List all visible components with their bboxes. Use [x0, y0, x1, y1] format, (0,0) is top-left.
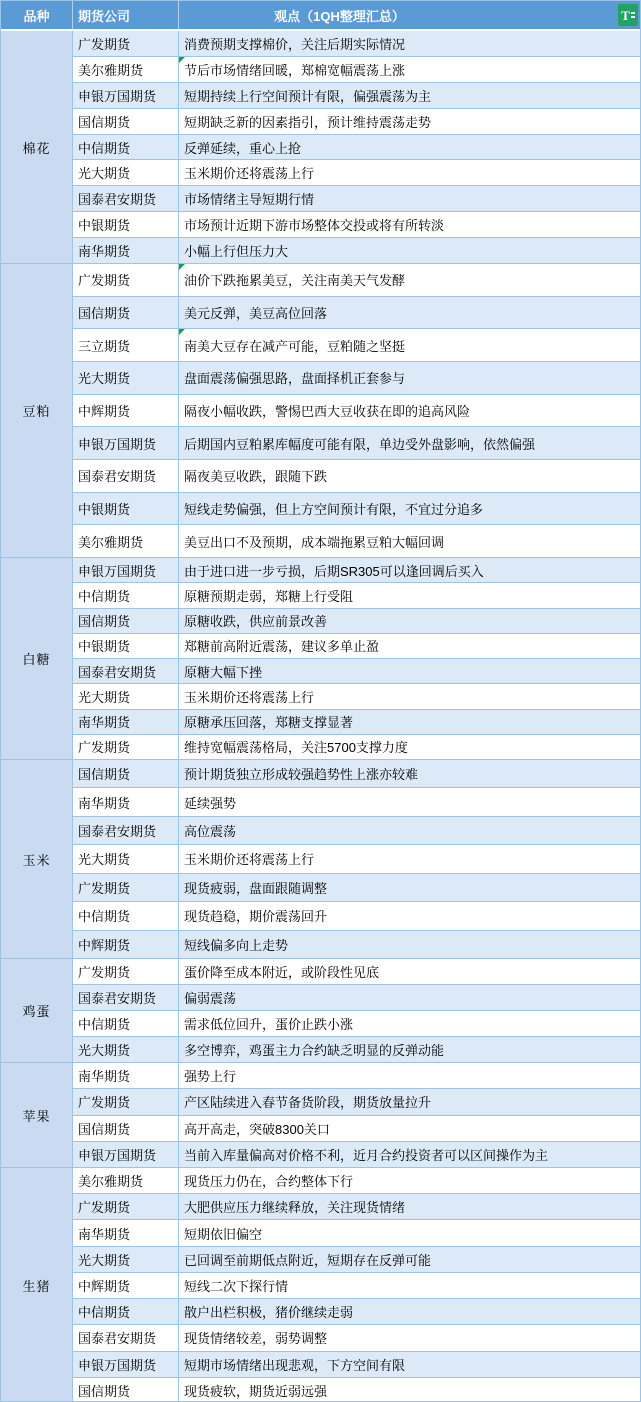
view-cell[interactable]: 消费预期支撑棉价，关注后期实际情况: [184, 36, 406, 52]
company-cell[interactable]: 中信期货: [73, 1299, 179, 1324]
view-cell[interactable]: 当前入库量偏高对价格不利，近月合约投资者可以区间操作为主: [184, 1147, 549, 1163]
section-rows: [73, 558, 640, 759]
table-row: [73, 83, 640, 109]
company-cell[interactable]: 南华期货: [73, 1220, 179, 1245]
variety-cell[interactable]: 豆粕: [1, 264, 73, 557]
view-cell[interactable]: 原糖预期走弱，郑糖上行受阻: [184, 588, 354, 604]
view-cell[interactable]: 盘面震荡偏强思路，盘面择机正套参与: [184, 371, 406, 387]
view-cell[interactable]: 短线二次下探行情: [184, 1278, 289, 1294]
table-row: [73, 1299, 640, 1325]
view-cell[interactable]: 高位震荡: [184, 824, 237, 840]
table-row: [73, 902, 640, 930]
view-cell[interactable]: 现货疲弱，盘面跟随调整: [184, 880, 328, 896]
table-row: [73, 1194, 640, 1220]
company-cell[interactable]: 三立期货: [73, 329, 179, 361]
company-cell[interactable]: 光大期货: [73, 1037, 179, 1062]
table-row: [73, 329, 640, 362]
company-cell[interactable]: 中信期货: [73, 902, 179, 929]
table-row: [73, 109, 640, 135]
company-cell[interactable]: 中银期货: [73, 212, 179, 237]
view-cell[interactable]: 市场预计近期下游市场整体交投或将有所转淡: [184, 218, 445, 234]
view-cell[interactable]: 偏弱震荡: [184, 991, 237, 1006]
section-rows: [73, 31, 640, 263]
view-cell[interactable]: 产区陆续进入春节备货阶段，期货放量拉升: [184, 1095, 432, 1111]
table-row: [73, 212, 640, 238]
view-cell[interactable]: 玉米期价还将震荡上行: [184, 689, 315, 705]
company-cell[interactable]: 国泰君安期货: [73, 1325, 179, 1350]
view-cell[interactable]: 现货压力仍在，合约整体下行: [184, 1174, 354, 1190]
table-row: [73, 735, 640, 759]
view-cell[interactable]: 短期依旧偏空: [184, 1226, 263, 1242]
company-cell[interactable]: 国信期货: [73, 297, 179, 329]
table-row: [73, 558, 640, 583]
green-corner-note-triangle-icon: [179, 57, 185, 63]
table-row: [73, 845, 640, 873]
table-row: [73, 931, 640, 958]
table-row: [73, 395, 640, 428]
company-cell[interactable]: 国信期货: [73, 1378, 179, 1402]
company-cell[interactable]: 国泰君安期货: [73, 460, 179, 492]
commodity-section: [1, 31, 640, 264]
company-cell[interactable]: 国信期货: [73, 609, 179, 633]
company-cell[interactable]: 中辉期货: [73, 1273, 179, 1298]
view-cell[interactable]: 预计期货独立形成较强趋势性上涨亦较难: [184, 767, 419, 783]
company-cell[interactable]: 光大期货: [73, 845, 179, 872]
table-row: [73, 609, 640, 634]
company-cell[interactable]: 广发期货: [73, 959, 179, 984]
company-cell[interactable]: 中辉期货: [73, 931, 179, 958]
table-row: [73, 493, 640, 526]
variety-cell[interactable]: 鸡蛋: [1, 959, 73, 1062]
table-row: [73, 1037, 640, 1062]
commodity-section: [1, 558, 640, 760]
header-cell-company[interactable]: 期货公司: [73, 1, 179, 29]
company-cell[interactable]: 中信期货: [73, 1011, 179, 1036]
company-cell[interactable]: 国泰君安期货: [73, 985, 179, 1010]
company-cell[interactable]: 广发期货: [73, 31, 179, 56]
table-row: [73, 959, 640, 985]
company-cell[interactable]: 广发期货: [73, 735, 179, 759]
table-row: [73, 788, 640, 816]
table-row: [73, 525, 640, 557]
commodity-section: [1, 1168, 640, 1402]
table-row: [73, 583, 640, 608]
section-rows: [73, 1168, 640, 1402]
view-cell[interactable]: 美元反弹，美豆高位回落: [184, 306, 328, 321]
view-cell[interactable]: 蛋价降至成本附近，或阶段性见底: [184, 965, 380, 980]
table-row: [73, 186, 640, 212]
table-row: [73, 684, 640, 709]
table-row: [73, 297, 640, 330]
header-cell-variety[interactable]: 品种: [1, 1, 73, 29]
view-cell[interactable]: 高开高走，突破8300关口: [184, 1121, 330, 1137]
company-cell[interactable]: 光大期货: [73, 1247, 179, 1272]
variety-cell[interactable]: 苹果: [1, 1063, 73, 1167]
green-square-T-logo-icon: [618, 4, 638, 26]
table-row: [73, 1089, 640, 1115]
company-cell[interactable]: 申银万国期货: [73, 1352, 179, 1377]
view-cell[interactable]: 原糖大幅下挫: [184, 664, 263, 680]
company-cell[interactable]: 申银万国期货: [73, 83, 179, 108]
company-cell[interactable]: 广发期货: [73, 264, 179, 296]
table-row: [73, 1011, 640, 1037]
table-row: [73, 238, 640, 263]
view-cell[interactable]: 市场情绪主导短期行情: [184, 192, 315, 208]
view-cell[interactable]: 短期市场情绪出现悲观，下方空间有限: [184, 1357, 406, 1373]
company-cell[interactable]: 广发期货: [73, 1089, 179, 1114]
view-cell[interactable]: 油价下跌拖累美豆，关注南美天气发酵: [179, 264, 640, 296]
table-row: [73, 57, 640, 83]
table-row: [73, 1352, 640, 1378]
view-cell[interactable]: 节后市场情绪回暖，郑棉宽幅震荡上涨: [179, 57, 640, 82]
company-cell[interactable]: 申银万国期货: [73, 1142, 179, 1167]
commodity-section: [1, 1063, 640, 1168]
table-body: [1, 31, 640, 1402]
table-header-row: [1, 1, 640, 31]
green-corner-note-triangle-icon: [179, 264, 185, 270]
company-cell[interactable]: 广发期货: [73, 874, 179, 901]
view-cell[interactable]: 由于进口进一步亏损，后期SR305可以逢回调后买入: [184, 563, 484, 579]
commodity-section: [1, 760, 640, 959]
green-corner-note-triangle-icon: [179, 329, 185, 335]
table-row: [73, 710, 640, 735]
watermark-letter: T: [621, 7, 630, 23]
view-cell[interactable]: 小幅上行但压力大: [184, 244, 289, 260]
view-cell[interactable]: 短线偏多向上走势: [184, 937, 289, 953]
variety-cell[interactable]: 玉米: [1, 760, 73, 958]
variety-cell[interactable]: 棉花: [1, 31, 73, 263]
company-cell[interactable]: 国信期货: [73, 760, 179, 787]
view-cell[interactable]: 后期国内豆粕累库幅度可能有限，单边受外盘影响，依然偏强: [184, 436, 536, 452]
company-cell[interactable]: 南华期货: [73, 238, 179, 263]
company-cell[interactable]: 光大期货: [73, 160, 179, 185]
table-row: [73, 985, 640, 1011]
commodity-section: [1, 264, 640, 558]
company-cell[interactable]: 中信期货: [73, 583, 179, 607]
table-row: [73, 135, 640, 161]
view-cell[interactable]: 维持宽幅震荡格局，关注5700支撑力度: [184, 740, 408, 756]
view-cell[interactable]: 郑糖前高附近震荡，建议多单止盈: [184, 639, 380, 655]
table-row: [73, 760, 640, 788]
table-row: [73, 874, 640, 902]
view-cell[interactable]: 短期缺乏新的因素指引，预计维持震荡走势: [184, 114, 432, 130]
table-row: [73, 362, 640, 395]
company-cell[interactable]: 申银万国期货: [73, 427, 179, 459]
company-cell[interactable]: 美尔雅期货: [73, 57, 179, 82]
company-cell[interactable]: 国泰君安期货: [73, 186, 179, 211]
section-rows: [73, 1063, 640, 1167]
table-row: [73, 427, 640, 460]
table-row: [73, 1273, 640, 1299]
company-cell[interactable]: 南华期货: [73, 710, 179, 734]
section-rows: [73, 760, 640, 958]
company-cell[interactable]: 国信期货: [73, 1116, 179, 1141]
view-cell[interactable]: 已回调至前期低点附近，短期存在反弹可能: [184, 1252, 432, 1268]
section-rows: [73, 959, 640, 1062]
table-row: [73, 1247, 640, 1273]
view-cell[interactable]: 强势上行: [184, 1069, 237, 1085]
view-cell[interactable]: 现货趋稳，期价震荡回升: [184, 909, 328, 925]
view-cell[interactable]: 隔夜小幅收跌，警惕巴西大豆收获在即的追高风险: [184, 404, 471, 420]
company-cell[interactable]: 美尔雅期货: [73, 1168, 179, 1193]
view-cell[interactable]: 玉米期价还将震荡上行: [184, 852, 315, 868]
table-row: [73, 1063, 640, 1089]
view-cell[interactable]: 散户出栏积极，猪价继续走弱: [184, 1305, 354, 1321]
view-cell[interactable]: 反弹延续，重心上抢: [184, 140, 302, 156]
table-row: [73, 1220, 640, 1246]
table-row: [73, 634, 640, 659]
company-cell[interactable]: 南华期货: [73, 1063, 179, 1088]
company-cell[interactable]: 国泰君安期货: [73, 817, 179, 844]
variety-cell[interactable]: 生猪: [1, 1168, 73, 1402]
table-row: [73, 160, 640, 186]
table-row: [73, 1142, 640, 1167]
company-cell[interactable]: 光大期货: [73, 362, 179, 394]
table-row: [73, 264, 640, 297]
view-cell[interactable]: 原糖收跌，供应前景改善: [184, 614, 328, 630]
view-cell[interactable]: 需求低位回升，蛋价止跌小涨: [184, 1017, 354, 1032]
company-cell[interactable]: 中信期货: [73, 135, 179, 160]
table-row: [73, 31, 640, 57]
view-cell[interactable]: 大肥供应压力继续释放，关注现货情绪: [184, 1200, 406, 1216]
company-cell[interactable]: 中银期货: [73, 634, 179, 658]
view-cell[interactable]: 玉米期价还将震荡上行: [184, 166, 315, 182]
view-cell[interactable]: 美豆出口不及预期，成本端拖累豆粕大幅回调: [184, 534, 445, 550]
view-cell[interactable]: 多空博弈，鸡蛋主力合约缺乏明显的反弹动能: [184, 1043, 445, 1058]
company-cell[interactable]: 广发期货: [73, 1194, 179, 1219]
view-cell[interactable]: 延续强势: [184, 795, 237, 811]
table-row: [73, 659, 640, 684]
company-cell[interactable]: 国泰君安期货: [73, 659, 179, 683]
table-row: [73, 1116, 640, 1142]
table-row: [73, 1168, 640, 1194]
table-row: [73, 1325, 640, 1351]
company-cell[interactable]: 美尔雅期货: [73, 525, 179, 557]
company-cell[interactable]: 中辉期货: [73, 395, 179, 427]
company-cell[interactable]: 南华期货: [73, 788, 179, 815]
commodity-section: [1, 959, 640, 1063]
view-cell[interactable]: 短期持续上行空间预计有限，偏强震荡为主: [184, 88, 432, 104]
view-cell[interactable]: 现货疲软，期货近弱远强: [184, 1383, 328, 1399]
table-row: [73, 460, 640, 493]
header-view-label: 观点（1QH整理汇总）: [274, 8, 405, 24]
company-cell[interactable]: 国信期货: [73, 109, 179, 134]
view-cell[interactable]: 短线走势偏强，但上方空间预计有限，不宜过分追多: [184, 502, 484, 518]
view-cell[interactable]: 原糖承压回落，郑糖支撑显著: [184, 715, 354, 731]
company-cell[interactable]: 光大期货: [73, 684, 179, 708]
table-row: [73, 817, 640, 845]
view-cell[interactable]: 隔夜美豆收跌，跟随下跌: [184, 469, 328, 485]
company-cell[interactable]: 中银期货: [73, 493, 179, 525]
watermark-bars-icon: [631, 12, 635, 18]
view-cell[interactable]: 现货情绪较差，弱势调整: [184, 1331, 328, 1347]
header-cell-view[interactable]: [179, 1, 640, 29]
table-row: [73, 1378, 640, 1402]
variety-cell[interactable]: 白糖: [1, 558, 73, 759]
view-cell[interactable]: 南美大豆存在减产可能，豆粕随之坚挺: [179, 329, 640, 361]
section-rows: [73, 264, 640, 557]
company-cell[interactable]: 申银万国期货: [73, 558, 179, 582]
